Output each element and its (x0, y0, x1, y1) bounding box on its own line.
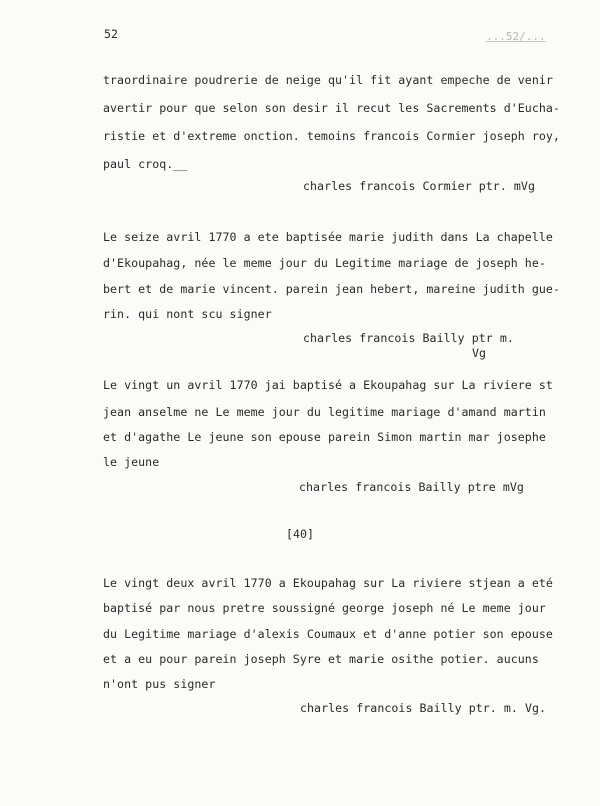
entry-4-line: Le vingt deux avril 1770 a Ekoupahag sur La riviere stjean a eté (103, 576, 553, 590)
entry-3-signature: charles francois Bailly ptre mVg (299, 480, 524, 494)
entry-3-line: le jeune (103, 455, 160, 469)
page-reference-mark (486, 30, 546, 43)
entry-1-signature: charles francois Cormier ptr. mVg (303, 179, 535, 193)
page-reference-text: ...52/... (486, 30, 546, 43)
entry-2-line: Le seize avril 1770 a ete baptisée marie judith dans La chapelle (103, 230, 553, 244)
entry-2-line: rin. qui nont scu signer (103, 307, 272, 321)
entry-1-line: avertir pour que selon son desir il recut les Sacrements d'Eucha- (103, 101, 560, 115)
entry-2-line: d'Ekoupahag, née le meme jour du Legitime mariage de joseph he- (103, 256, 546, 270)
entry-2-signature: charles francois Bailly ptr m. (303, 331, 514, 345)
entry-3-line: jean anselme ne Le meme jour du legitime mariage d'amand martin (103, 405, 546, 419)
entry-2-signature-suffix: Vg (472, 346, 487, 360)
entry-4-signature: charles francois Bailly ptr. m. Vg. (300, 701, 547, 715)
entry-1-line: paul croq.__ (103, 157, 188, 171)
entry-4-line: et a eu pour parein joseph Syre et marie osithe potier. aucuns (103, 652, 539, 666)
entry-3-line: Le vingt un avril 1770 jai baptisé a Ekoupahag sur La riviere st (103, 378, 553, 392)
entry-3-line: et d'agathe Le jeune son epouse parein Simon martin mar josephe (103, 430, 546, 444)
entry-4-line: du Legitime mariage d'alexis Coumaux et d'anne potier son epouse (103, 627, 553, 641)
folio-marker: [40] (286, 527, 314, 541)
entry-2-line: bert et de marie vincent. parein jean hebert, mareine judith gue- (103, 282, 560, 296)
entry-4-line: n'ont pus signer (103, 677, 216, 691)
entry-1-line: ristie et d'extreme onction. temoins francois Cormier joseph roy, (103, 129, 560, 143)
page-number: 52 (104, 27, 118, 41)
entry-1-line: traordinaire poudrerie de neige qu'il fit ayant empeche de venir (103, 73, 553, 87)
entry-4-line: baptisé par nous pretre soussigné george joseph né Le meme jour (103, 601, 546, 615)
